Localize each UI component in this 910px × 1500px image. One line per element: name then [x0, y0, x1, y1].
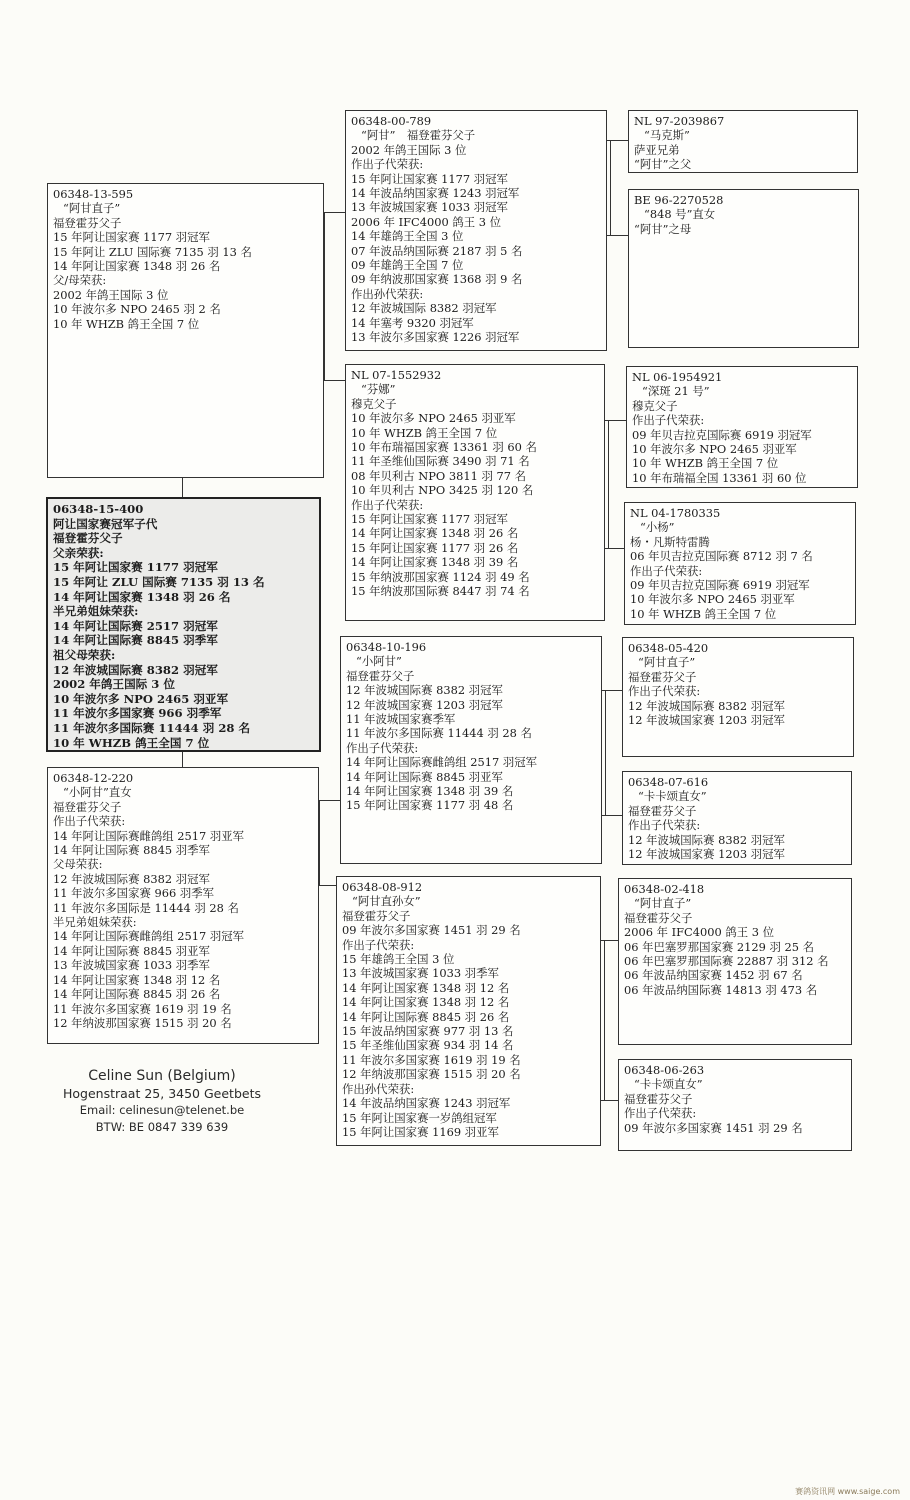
- sender-email: Email: celinesun@telenet.be: [79, 1103, 245, 1117]
- pedigree-line: 07 年波品纳国际赛 2187 羽 5 名: [351, 243, 523, 258]
- pedigree-line: 14 年塞考 9320 羽冠军: [351, 315, 474, 330]
- pedigree-line: 作出子代荣获:: [628, 818, 701, 833]
- ring-number: 06348-05-420: [628, 641, 709, 655]
- pedigree-line: 穆克父子: [351, 396, 397, 411]
- pedigree-line: 福登霍芬父子: [624, 1091, 693, 1106]
- pedigree-line: “马克斯”: [644, 128, 690, 143]
- ring-number: 06348-00-789: [351, 114, 432, 128]
- pedigree-line: “阿甘” 福登霍芬父子: [361, 128, 476, 143]
- pedigree-line: 10 年波尔多 NPO 2465 羽亚军: [630, 592, 795, 607]
- connector-ds-dsd: [602, 815, 622, 816]
- connector-dd-ddd: [601, 1100, 618, 1101]
- pedigree-line: 06 年波品纳国家赛 1452 羽 67 名: [624, 968, 803, 983]
- sire-sire-dam-box: [628, 189, 859, 348]
- pedigree-line: 15 年阿让国家赛 1177 羽冠军: [53, 230, 210, 245]
- pedigree-line: 14 年阿让国家赛 1348 羽 12 名: [342, 995, 510, 1010]
- pedigree-line: 08 年贝利古 NPO 3811 羽 77 名: [351, 468, 527, 483]
- pedigree-line: 14 年阿让国家赛 1348 羽 26 名: [351, 526, 519, 541]
- pedigree-line: 15 年雄鸽王全国 3 位: [342, 952, 455, 967]
- pedigree-line: “阿甘直子”: [63, 201, 121, 216]
- pedigree-line: 10 年贝利古 NPO 3425 羽 120 名: [351, 483, 534, 498]
- pedigree-line: 13 年波城国家赛 1033 羽季军: [342, 966, 499, 981]
- connector-subject-dam: [182, 752, 183, 767]
- ring-number: 06348-06-263: [624, 1063, 705, 1077]
- pedigree-line: 14 年波品纳国家赛 1243 羽冠军: [351, 186, 520, 201]
- dam-sire-dam-box: [622, 771, 852, 865]
- pedigree-line: “阿甘”之父: [634, 157, 692, 172]
- connector-dam-vertical: [319, 800, 320, 885]
- pedigree-line: 福登霍芬父子: [628, 803, 697, 818]
- pedigree-line: 14 年阿让国家赛 1348 羽 39 名: [351, 555, 519, 570]
- pedigree-line: 12 年波城国际赛 8382 羽冠军: [628, 832, 785, 847]
- connector-ss-ssd: [607, 235, 628, 236]
- connector-dd-vertical: [604, 940, 605, 1100]
- pedigree-line: 父/母荣获:: [53, 273, 107, 288]
- pedigree-line: 12 年纳波那国家赛 1515 羽 20 名: [342, 1067, 521, 1082]
- pedigree-line: 11 年波尔多国家赛 966 羽季军: [53, 886, 215, 901]
- pedigree-line: 11 年波城国家赛季军: [346, 712, 456, 727]
- pedigree-line: 10 年波尔多 NPO 2465 羽亚军: [632, 442, 797, 457]
- sire-dam-box: [345, 364, 605, 621]
- ring-number: BE 96-2270528: [634, 193, 724, 207]
- pedigree-line: 09 年雄鸽王全国 7 位: [351, 258, 464, 273]
- pedigree-line: 作出子代荣获:: [346, 740, 419, 755]
- pedigree-line: 11 年波尔多国家赛 966 羽季军: [53, 706, 222, 721]
- pedigree-line: 11 年波尔多国际赛 11444 羽 28 名: [346, 726, 532, 741]
- dam-dam-dam-box: [618, 1059, 852, 1151]
- pedigree-line: 06 年波品纳国际赛 14813 羽 473 名: [624, 982, 818, 997]
- pedigree-line: 15 年纳波那国家赛 1124 羽 49 名: [351, 569, 530, 584]
- sire-dam-dam-box: [624, 502, 856, 625]
- ring-number: 06348-13-595: [53, 187, 134, 201]
- pedigree-line: 12 年波城国际赛 8382 羽冠军: [346, 683, 503, 698]
- sender-address: Hogenstraat 25, 3450 Geetbets: [63, 1086, 261, 1101]
- pedigree-line: 14 年阿让国际赛 8845 羽亚军: [53, 943, 210, 958]
- ring-number: NL 06-1954921: [632, 370, 723, 384]
- sire-dam-sire-box: [626, 366, 858, 488]
- pedigree-line: 11 年波尔多国家赛 1619 羽 19 名: [53, 1001, 232, 1016]
- pedigree-line: 15 年阿让国家赛 1169 羽亚军: [342, 1124, 499, 1139]
- pedigree-line: “848 号”直女: [644, 207, 716, 222]
- pedigree-line: 福登霍芬父子: [53, 215, 122, 230]
- pedigree-line: 12 年波城国际 8382 羽冠军: [351, 301, 497, 316]
- pedigree-line: “卡卡颂直女”: [638, 789, 707, 804]
- sender-info: [62, 1068, 262, 1136]
- pedigree-line: 11 年波尔多国家赛 1619 羽 19 名: [342, 1052, 521, 1067]
- dam-dam-sire-box: [618, 878, 852, 1045]
- pedigree-line: 15 年阿让 ZLU 国际赛 7135 羽 13 名: [53, 574, 265, 589]
- pedigree-line: 09 年贝吉拉克国际赛 6919 羽冠军: [632, 427, 812, 442]
- pedigree-line: 2002 年鸽王国际 3 位: [351, 142, 467, 157]
- pedigree-line: 14 年阿让国际赛 2517 羽冠军: [53, 618, 218, 633]
- pedigree-line: “卡卡颂直女”: [634, 1077, 703, 1092]
- pedigree-line: 15 年圣维仙国家赛 934 羽 14 名: [342, 1038, 514, 1053]
- pedigree-line: 09 年波尔多国家赛 1451 羽 29 名: [342, 923, 521, 938]
- pedigree-line: 作出孙代荣获:: [342, 1081, 415, 1096]
- pedigree-line: 半兄弟姐妹荣获:: [53, 915, 137, 930]
- pedigree-line: 作出子代荣获:: [351, 497, 424, 512]
- pedigree-line: 福登霍芬父子: [342, 908, 411, 923]
- pedigree-line: 15 年阿让国家赛 1177 羽冠军: [351, 512, 508, 527]
- pedigree-line: 12 年波城国际赛 8382 羽冠军: [628, 698, 785, 713]
- pedigree-line: 12 年波城国家赛 1203 羽冠军: [628, 847, 785, 862]
- pedigree-line: 15 年纳波那国际赛 8447 羽 74 名: [351, 584, 530, 599]
- pedigree-line: 15 年波品纳国家赛 977 羽 13 名: [342, 1024, 514, 1039]
- pedigree-line: 10 年布瑞福全国 13361 羽 60 位: [632, 470, 807, 485]
- sender-btw: BTW: BE 0847 339 639: [95, 1120, 229, 1134]
- pedigree-line: 父亲荣获:: [53, 545, 104, 560]
- ring-number: 06348-07-616: [628, 775, 709, 789]
- pedigree-line: 10 年 WHZB 鸽王全国 7 位: [53, 316, 200, 331]
- pedigree-line: “小阿甘”直女: [63, 785, 132, 800]
- pedigree-line: 14 年阿让国际赛 8845 羽季军: [53, 843, 210, 858]
- pedigree-line: “芬娜”: [361, 382, 396, 397]
- pedigree-line: 2002 年鸽王国际 3 位: [53, 287, 169, 302]
- pedigree-line: “小阿甘”: [356, 654, 402, 669]
- pedigree-line: 13 年波城国家赛 1033 羽冠军: [351, 200, 508, 215]
- ring-number: NL 04-1780335: [630, 506, 721, 520]
- pedigree-line: 15 年阿让国家赛 1177 羽冠军: [351, 171, 508, 186]
- ring-number: 06348-08-912: [342, 880, 423, 894]
- ring-number: 06348-02-418: [624, 882, 705, 896]
- connector-subject-sire: [182, 478, 183, 497]
- pedigree-line: 12 年波城国际赛 8382 羽冠军: [53, 871, 210, 886]
- pedigree-line: 11 年波尔多国际是 11444 羽 28 名: [53, 900, 239, 915]
- pedigree-line: 06 年巴塞罗那国际赛 22887 羽 312 名: [624, 954, 829, 969]
- pedigree-line: “阿甘直子”: [634, 896, 692, 911]
- connector-ss-vertical: [610, 140, 611, 235]
- connector-sire-ss: [324, 212, 345, 213]
- pedigree-line: 福登霍芬父子: [346, 668, 415, 683]
- pedigree-line: 13 年波城国家赛 1033 羽季军: [53, 958, 210, 973]
- pedigree-line: 14 年阿让国家赛 1348 羽 12 名: [342, 980, 510, 995]
- sire-sire-box: [345, 110, 607, 351]
- sender-name: Celine Sun (Belgium): [88, 1068, 236, 1084]
- pedigree-line: 福登霍芬父子: [624, 910, 693, 925]
- pedigree-line: 作出子代荣获:: [628, 684, 701, 699]
- pedigree-line: 作出子代荣获:: [342, 937, 415, 952]
- pedigree-line: 15 年阿让 ZLU 国际赛 7135 羽 13 名: [53, 244, 252, 259]
- ring-number: 06348-10-196: [346, 640, 427, 654]
- pedigree-line: 10 年布瑞福国家赛 13361 羽 60 名: [351, 440, 537, 455]
- pedigree-line: 福登霍芬父子: [628, 669, 697, 684]
- pedigree-line: 10 年波尔多 NPO 2465 羽亚军: [53, 691, 229, 706]
- pedigree-line: 10 年 WHZB 鸽王全国 7 位: [632, 456, 779, 471]
- pedigree-line: 06 年贝吉拉克国际赛 8712 羽 7 名: [630, 549, 813, 564]
- pedigree-line: 14 年阿让国际赛 8845 羽季军: [53, 633, 218, 648]
- pedigree-line: 09 年贝吉拉克国际赛 6919 羽冠军: [630, 578, 810, 593]
- pedigree-line: 14 年阿让国际赛雌鸽组 2517 羽冠军: [346, 755, 538, 770]
- pedigree-line: 15 年阿让国家赛 1177 羽 26 名: [351, 540, 519, 555]
- dam-sire-sire-box: [622, 637, 854, 757]
- connector-sire-vertical: [324, 212, 325, 380]
- pedigree-line: “阿甘”之母: [634, 221, 692, 236]
- ring-number: NL 07-1552932: [351, 368, 442, 382]
- pedigree-line: 作出子代荣获:: [351, 157, 424, 172]
- ring-number: 06348-15-400: [53, 502, 144, 516]
- sire-box: [47, 183, 324, 478]
- pedigree-line: 福登霍芬父子: [53, 531, 123, 546]
- pedigree-line: 作出子代荣获:: [630, 563, 703, 578]
- pedigree-line: 2006 年 IFC4000 鸽王 3 位: [624, 925, 775, 940]
- pedigree-line: 父母荣获:: [53, 857, 103, 872]
- pedigree-line: 14 年阿让国家赛 1348 羽 26 名: [53, 589, 231, 604]
- pedigree-line: 作出子代荣获:: [53, 814, 126, 829]
- pedigree-line: 12 年波城国家赛 1203 羽冠军: [346, 697, 503, 712]
- pedigree-line: 06 年巴塞罗那国家赛 2129 羽 25 名: [624, 939, 814, 954]
- pedigree-line: 10 年波尔多 NPO 2465 羽 2 名: [53, 302, 221, 317]
- pedigree-line: 15 年阿让国家赛 1177 羽冠军: [53, 560, 218, 575]
- connector-sd-sdd: [605, 548, 624, 549]
- pedigree-line: 福登霍芬父子: [53, 799, 122, 814]
- pedigree-line: “阿甘直孙女”: [352, 894, 421, 909]
- pedigree-line: “深斑 21 号”: [642, 384, 710, 399]
- ring-number: 06348-12-220: [53, 771, 134, 785]
- pedigree-line: 11 年圣维仙国际赛 3490 羽 71 名: [351, 454, 530, 469]
- pedigree-line: 穆克父子: [632, 398, 678, 413]
- pedigree-line: 12 年波城国际赛 8382 羽冠军: [53, 662, 218, 677]
- pedigree-line: 10 年 WHZB 鸽王全国 7 位: [351, 425, 498, 440]
- subject-box: [46, 497, 321, 752]
- pedigree-line: 14 年阿让国际赛雌鸽组 2517 羽冠军: [53, 929, 245, 944]
- pedigree-line: 14 年阿让国际赛雌鸽组 2517 羽亚军: [53, 828, 245, 843]
- pedigree-line: 10 年波尔多 NPO 2465 羽亚军: [351, 411, 516, 426]
- pedigree-line: “阿甘直子”: [638, 655, 696, 670]
- pedigree-line: 14 年阿让国家赛 1348 羽 12 名: [53, 972, 221, 987]
- pedigree-line: 13 年波尔多国家赛 1226 羽冠军: [351, 330, 520, 345]
- pedigree-line: 14 年阿让国际赛 8845 羽 26 名: [342, 1009, 510, 1024]
- connector-dam-dd: [319, 885, 336, 886]
- dam-box: [47, 767, 319, 1044]
- dam-dam-box: [336, 876, 601, 1146]
- pedigree-line: 2002 年鸽王国际 3 位: [53, 677, 176, 692]
- pedigree-line: 杨・凡斯特雷腾: [630, 534, 710, 549]
- pedigree-line: 14 年雄鸽王全国 3 位: [351, 229, 464, 244]
- pedigree-line: 11 年波尔多国际赛 11444 羽 28 名: [53, 720, 251, 735]
- pedigree-line: “小杨”: [640, 520, 675, 535]
- pedigree-line: 12 年波城国家赛 1203 羽冠军: [628, 713, 785, 728]
- pedigree-line: 14 年阿让国际赛 8845 羽亚军: [346, 769, 503, 784]
- pedigree-line: 作出子代荣获:: [624, 1106, 697, 1121]
- pedigree-line: 祖父母荣获:: [53, 647, 116, 662]
- pedigree-line: 阿让国家赛冠军子代: [53, 516, 158, 531]
- pedigree-line: 10 年 WHZB 鸽王全国 7 位: [53, 735, 210, 750]
- dam-sire-box: [340, 636, 602, 864]
- connector-dam-ds: [319, 800, 340, 801]
- connector-sire-sd: [324, 380, 345, 381]
- connector-ds-vertical: [605, 690, 606, 815]
- pedigree-line: 09 年波尔多国家赛 1451 羽 29 名: [624, 1120, 803, 1135]
- pedigree-line: 半兄弟姐妹荣获:: [53, 604, 139, 619]
- ring-number: NL 97-2039867: [634, 114, 725, 128]
- pedigree-line: 作出孙代荣获:: [351, 286, 424, 301]
- pedigree-line: 15 年阿让国家赛一岁鸽组冠军: [342, 1110, 497, 1125]
- sire-sire-sire-box: [628, 110, 858, 173]
- pedigree-line: 12 年纳波那国家赛 1515 羽 20 名: [53, 1015, 232, 1030]
- pedigree-line: 作出子代荣获:: [632, 413, 705, 428]
- connector-sd-vertical: [608, 420, 609, 548]
- watermark: 赛鸽资讯网 www.saige.com: [795, 1487, 900, 1496]
- pedigree-line: 10 年 WHZB 鸽王全国 7 位: [630, 606, 777, 621]
- pedigree-line: 2006 年 IFC4000 鸽王 3 位: [351, 214, 502, 229]
- pedigree-line: 14 年阿让国家赛 1348 羽 26 名: [53, 259, 221, 274]
- pedigree-line: 萨亚兄弟: [634, 142, 680, 157]
- pedigree-line: 15 年阿让国家赛 1177 羽 48 名: [346, 798, 514, 813]
- pedigree-line: 09 年纳波那国家赛 1368 羽 9 名: [351, 272, 523, 287]
- pedigree-line: 14 年波品纳国家赛 1243 羽冠军: [342, 1096, 511, 1111]
- pedigree-line: 14 年阿让国际赛 8845 羽 26 名: [53, 987, 221, 1002]
- pedigree-line: 14 年阿让国家赛 1348 羽 39 名: [346, 784, 514, 799]
